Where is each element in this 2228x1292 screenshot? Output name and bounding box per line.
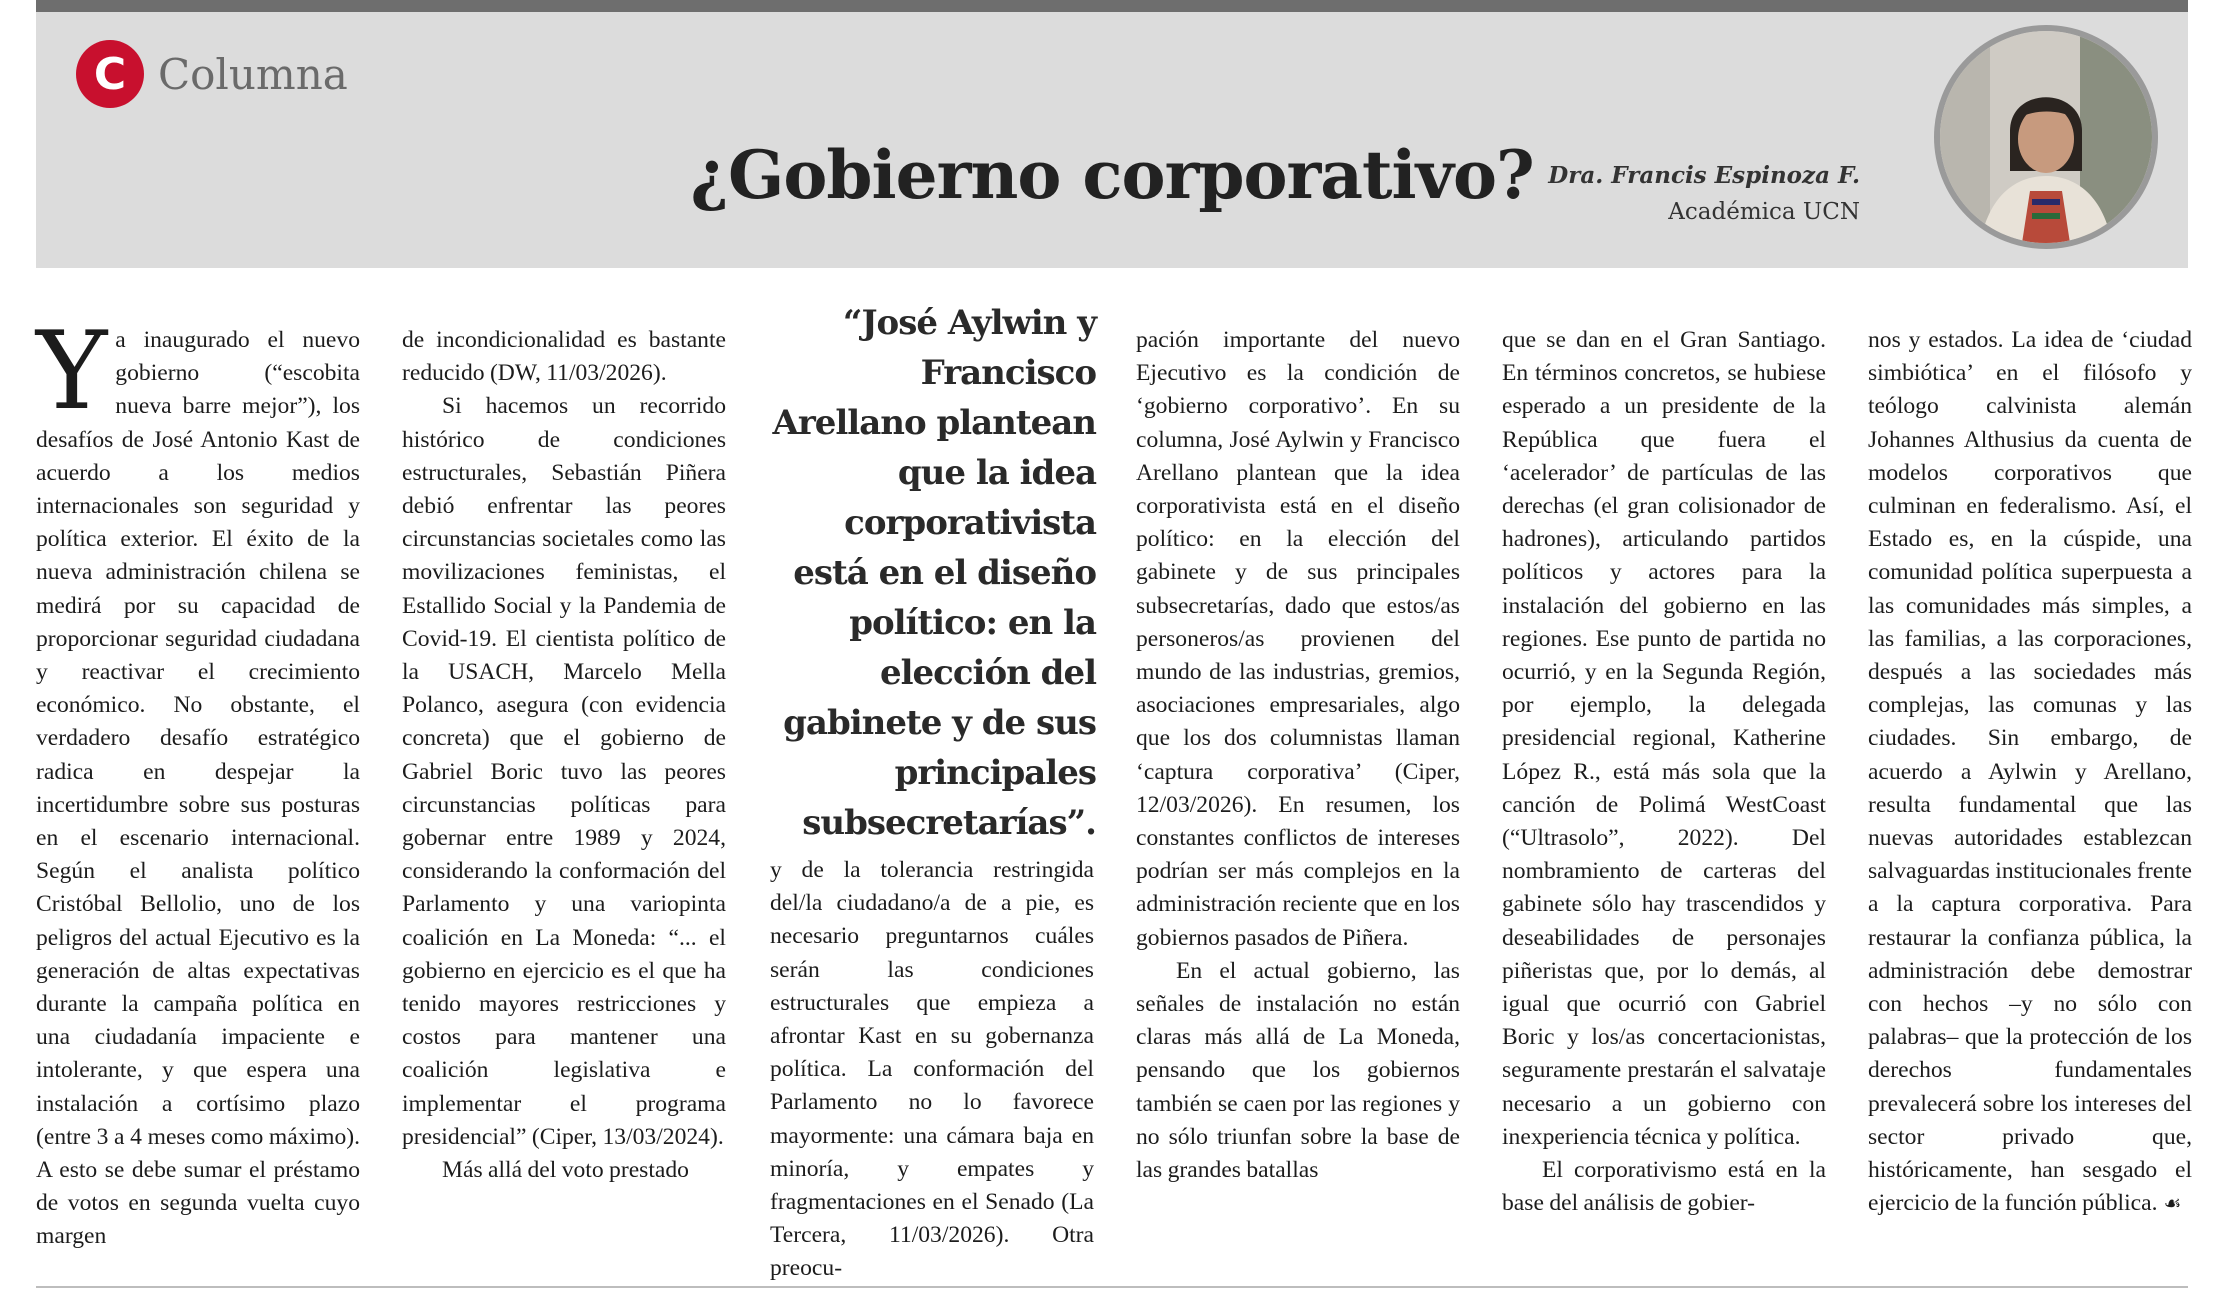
column-header <box>36 12 2188 268</box>
section-label: Columna <box>158 49 348 99</box>
column-2-paragraph-2: Si hacemos un recorrido histórico de condiciones estructurales, Sebastián Piñera debió enfrentar las peores circunstancias societales como las movilizaciones feministas, el Estallido Social y la Pandemia de Covid-19. El cientista político de la USACH, Marcelo Mella Polanco, asegura (con evidencia concreta) que el gobierno de Gabriel Boric tuvo las peores circunstancias políticas para gobernar entre 1989 y 2024, considerando la conformación del Parlamento y una variopinta coalición en La Moneda: “... el gobierno en ejercicio es el que ha tenido mayores restricciones y costos para mantener una coalición legislativa e implementar el programa presidencial” (Ciper, 13/03/2024). <box>402 393 726 1150</box>
author-name: Dra. Francis Espinoza F. <box>1548 162 1860 189</box>
article-column-5 <box>1502 324 1826 1220</box>
author-affiliation: Académica UCN <box>1668 199 1860 225</box>
column-2-paragraph-3: Más allá del voto prestado <box>442 1157 689 1184</box>
column-1-paragraph-1: a inaugurado el nuevo gobierno (“escobita nueva barre mejor”), los desafíos de José Antonio Kast de acuerdo a los medios internacionales son seguridad y política exterior. El éxito de la nueva administración chilena se medirá por su capacidad de proporcionar seguridad ciudadana y reactivar el crecimiento económico. No obstante, el verdadero desafío estratégico radica en despejar la incertidumbre sobre sus posturas en el escenario internacional. Según el analista político Cristóbal Bellolio, uno de los peligros del actual Ejecutivo es la generación de altas expectativas durante la campaña política en una ciudadanía impaciente e intolerante, y que espera una instalación a cortísimo plazo (entre 3 a 4 meses como máximo). A esto se debe sumar el préstamo de votos en segunda vuelta cuyo margen <box>36 327 360 1250</box>
top-rule <box>36 0 2188 12</box>
column-6-paragraph-1: nos y estados. La idea de ‘ciudad simbiótica’ en el filósofo y teólogo calvinista alemán Johannes Althusius da cuenta de modelos corporativos que culminan en federalismo. Así, el Estado es, en la cúspide, una comunidad política superpuesta a las comunidades más simples, a las familias, a las corporaciones, después a las sociedades más complejas, las comunas y las ciudades. Sin embargo, de acuerdo a Aylwin y Arellano, resulta fundamental que las nuevas autoridades establezcan salvaguardas institucionales frente a la captura corporativa. Para restaurar la confianza pública, la administración debe demostrar con hechos –y no sólo con palabras– que la protección de los derechos fundamentales prevalecerá sobre los intereses del sector privado que, históricamente, han sesgado el ejercicio de la función pública. <box>1868 327 2192 1217</box>
byline <box>1548 158 1860 230</box>
headline: ¿Gobierno corporativo? <box>690 136 1534 215</box>
column-4-paragraph-1: pación importante del nuevo Ejecutivo es la condición de ‘gobierno corporativo’. En su columna, José Aylwin y Francisco Arellano plantean que la idea corporativista está en el diseño político: en la elección del gabinete y de sus principales subsecretarías, dado que estos/as personeros/as provienen del mundo de las industrias, gremios, asociaciones empresariales, algo que los dos columnistas llaman ‘captura corporativa’ (Ciper, 12/03/2026). En resumen, los constantes conflictos de intereses podrían ser más complejos en la administración reciente que en los gobiernos pasados de Piñera. <box>1136 327 1460 951</box>
column-2-paragraph-1: de incondicionalidad es bastante reducido (DW, 11/03/2026). <box>402 327 726 387</box>
article-column-1 <box>36 309 360 1254</box>
drop-cap: Y <box>36 309 108 434</box>
article-column-2 <box>402 324 726 1187</box>
section-logo <box>76 40 348 108</box>
author-photo <box>1934 25 2158 249</box>
columna-badge-icon: C <box>76 40 144 108</box>
column-4-paragraph-2: En el actual gobierno, las señales de instalación no están claras más allá de La Moneda, pensando que los gobiernos también se caen por las regiones y no sólo triunfan sobre la base de las grandes batallas <box>1136 957 1460 1184</box>
end-mark-icon: ☙ <box>2163 1191 2182 1216</box>
bottom-rule <box>36 1286 2188 1288</box>
article-column-4 <box>1136 324 1460 1187</box>
pull-quote: “José Aylwin y Francisco Arellano plantean que la idea corporativista está en el diseño político: en la elección del gabinete y de sus principales subsecretarías”. <box>772 303 1096 843</box>
author-portrait-icon <box>1940 31 2152 243</box>
column-5-paragraph-2: El corporativismo está en la base del análisis de gobier- <box>1502 1157 1826 1217</box>
column-5-paragraph-1: que se dan en el Gran Santiago. En términos concretos, se hubiese esperado a un presidente de la República que fuera el ‘acelerador’ de partículas de las derechas (el gran colisionador de hadrones), articulando partidos políticos y actores para la instalación del gobierno en las regiones. Ese punto de partida no ocurrió, y en la Segunda Región, por ejemplo, la delegada presidencial regional, Katherine López R., está más sola que la canción de Polimá WestCoast (“Ultrasolo”, 2022). Del nombramiento de carteras del gabinete sólo hay trascendidos y deseabilidades de personajes piñeristas que, por lo demás, al igual que ocurrió con Gabriel Boric y los/as concertacionistas, seguramente prestarán el salvataje necesario a un gobierno con inexperiencia técnica y política. <box>1502 327 1826 1150</box>
article-column-3 <box>770 854 1094 1282</box>
article-column-6 <box>1868 324 2192 1220</box>
column-3-paragraph-1: y de la tolerancia restringida del/la ciudadano/a de a pie, es necesario preguntarnos cuáles serán las condiciones estructurales que empieza a afrontar Kast en su gobernanza política. La conformación del Parlamento no lo favorece mayormente: una cámara baja en minoría, y empates y fragmentaciones en el Senado (La Tercera, 11/03/2026). Otra preocu- <box>770 857 1094 1282</box>
